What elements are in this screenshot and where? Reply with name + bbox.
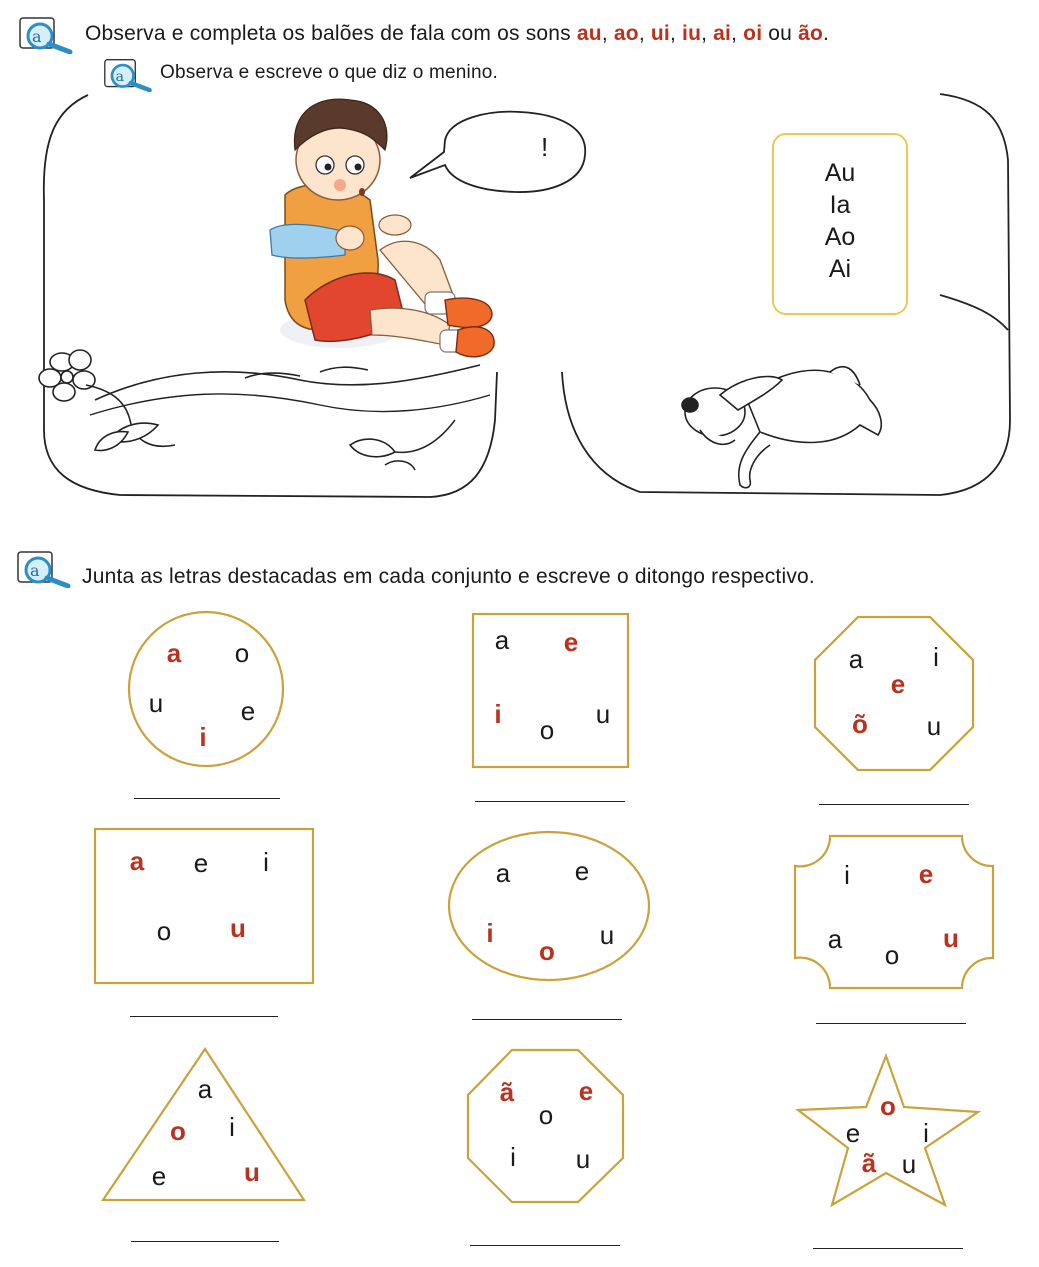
set-letter: u <box>575 1144 591 1174</box>
set-letter: ã <box>861 1148 877 1178</box>
set-letter: o <box>884 940 900 970</box>
set-letter: e <box>151 1161 167 1191</box>
set-letter: u <box>926 711 942 741</box>
answer-line[interactable] <box>813 1248 963 1249</box>
set-letter: o <box>170 1116 186 1146</box>
answer-line[interactable] <box>134 798 280 799</box>
set-letter: e <box>563 627 579 657</box>
set-letter: o <box>539 715 555 745</box>
set-letter: a <box>166 638 182 668</box>
set-letter: i <box>933 642 939 672</box>
sound-option: Ao <box>824 223 856 251</box>
set-letter: õ <box>852 709 868 739</box>
set-letter: a <box>129 846 145 876</box>
answer-line[interactable] <box>472 1019 622 1020</box>
exercise1-subinstruction: Observa e escreve o que diz o menino. <box>160 62 498 83</box>
set-letter: u <box>230 913 246 943</box>
set-letter: u <box>595 699 611 729</box>
set-letter: e <box>918 859 934 889</box>
svg-text:a: a <box>32 27 42 46</box>
set-letter: e <box>845 1118 861 1148</box>
set-letter: a <box>494 625 510 655</box>
speech-bubble-text: ! <box>541 132 549 162</box>
set-letter: a <box>848 644 864 674</box>
set-letter: i <box>494 699 502 729</box>
set-letter: ã <box>499 1077 515 1107</box>
set-letter: e <box>578 1076 594 1106</box>
set-letter: a <box>495 858 511 888</box>
set-letter: o <box>880 1091 896 1121</box>
set-letter: o <box>538 1100 554 1130</box>
answer-line[interactable] <box>131 1241 279 1242</box>
exercise1-instruction: Observa e completa os balões de fala com os sons au, ao, ui, iu, ai, oi ou ão. <box>85 22 830 45</box>
sound-option: Ia <box>829 191 851 219</box>
set-letter: u <box>599 920 615 950</box>
set-letter: u <box>244 1157 260 1187</box>
set-letter: a <box>827 924 843 954</box>
set-letter: e <box>574 856 590 886</box>
set-letter: u <box>148 688 164 718</box>
set-letter: o <box>234 638 250 668</box>
set-letter: e <box>240 696 256 726</box>
set-letter: i <box>844 860 850 890</box>
answer-line[interactable] <box>130 1016 278 1017</box>
set-letter: i <box>923 1118 929 1148</box>
answer-line[interactable] <box>475 801 625 802</box>
set-letter: i <box>263 847 269 877</box>
set-letter: i <box>486 918 494 948</box>
sound-option: Au <box>824 159 856 187</box>
set-letter: e <box>890 669 906 699</box>
set-letter: a <box>197 1074 213 1104</box>
answer-line[interactable] <box>819 804 969 805</box>
set-letter: o <box>156 916 172 946</box>
set-letter: i <box>199 722 207 752</box>
set-letter: o <box>539 936 555 966</box>
set-9-star <box>798 1056 978 1205</box>
answer-line[interactable] <box>470 1245 620 1246</box>
svg-text:a: a <box>115 69 125 86</box>
set-letter: e <box>193 848 209 878</box>
set-letter: i <box>229 1112 235 1142</box>
exercise2-instruction: Junta as letras destacadas em cada conjunto e escreve o ditongo respectivo. <box>82 565 815 588</box>
set-7-triangle <box>103 1049 304 1200</box>
answer-line[interactable] <box>816 1023 966 1024</box>
set-letter: i <box>510 1142 516 1172</box>
sound-option: Ai <box>828 255 852 283</box>
svg-text:a: a <box>30 561 40 580</box>
set-letter: u <box>943 923 959 953</box>
set-letter: u <box>901 1149 917 1179</box>
